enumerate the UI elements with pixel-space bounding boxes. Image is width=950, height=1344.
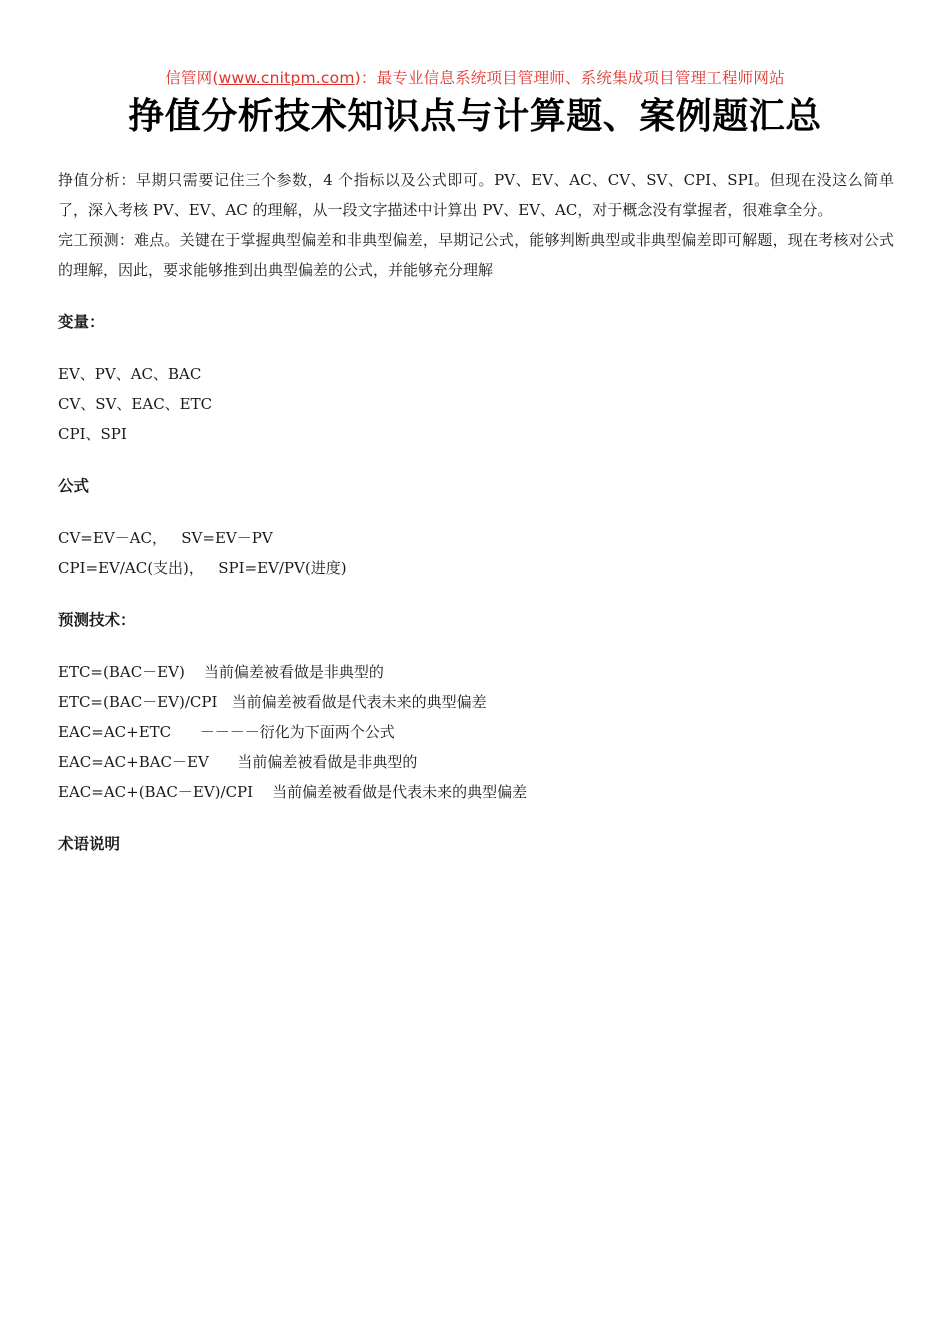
- forecast-line: EAC=AC+(BAC－EV)/CPI 当前偏差被看做是代表未来的典型偏差: [58, 783, 528, 801]
- variables-line: CPI、SPI: [58, 425, 127, 443]
- formula-line: CV=EV－AC， SV=EV－PV: [58, 529, 273, 547]
- intro-paragraph-forecast: 完工预测：难点。关键在于掌握典型偏差和非典型偏差，早期记公式，能够判断典型或非典型偏差即可解题，现在考核对公式的理解，因此，要求能够推到出典型偏差的公式，并能够充分理解: [58, 231, 894, 279]
- forecast-list: [58, 657, 894, 807]
- formula-line: CPI=EV/AC(支出)， SPI=EV/PV(进度): [58, 559, 347, 577]
- forecast-line: EAC=AC+BAC－EV 当前偏差被看做是非典型的: [58, 753, 418, 771]
- variables-heading: 变量：: [58, 313, 105, 331]
- site-header: [0, 66, 950, 88]
- site-name: 信管网(: [165, 69, 219, 87]
- intro-paragraph-ev-analysis: 挣值分析：早期只需要记住三个参数，4 个指标以及公式即可。PV、EV、AC、CV、SV、CPI、SPI。但现在没这么简单了，深入考核 PV、EV、AC 的理解，从一段文字描述中计算出 PV、EV、AC，对于概念没有掌握者，很难拿全分。: [58, 171, 894, 219]
- variables-line: CV、SV、EAC、ETC: [58, 395, 213, 413]
- variables-list: [58, 359, 894, 449]
- site-link[interactable]: www.cnitpm.com: [218, 69, 355, 87]
- forecast-heading: 预测技术：: [58, 611, 136, 629]
- page-title: 挣值分析技术知识点与计算题、案例题汇总: [128, 96, 822, 137]
- variables-line: EV、PV、AC、BAC: [58, 365, 202, 383]
- document-body: [58, 165, 894, 859]
- forecast-line: EAC=AC+ETC －－－－衍化为下面两个公式: [58, 723, 395, 741]
- forecast-line: ETC=(BAC－EV) 当前偏差被看做是非典型的: [58, 663, 384, 681]
- forecast-line: ETC=(BAC－EV)/CPI 当前偏差被看做是代表未来的典型偏差: [58, 693, 487, 711]
- formulas-heading: 公式: [58, 477, 90, 495]
- terms-heading: 术语说明: [58, 835, 121, 853]
- site-tagline: )：最专业信息系统项目管理师、系统集成项目管理工程师网站: [354, 69, 785, 87]
- formulas-list: [58, 523, 894, 583]
